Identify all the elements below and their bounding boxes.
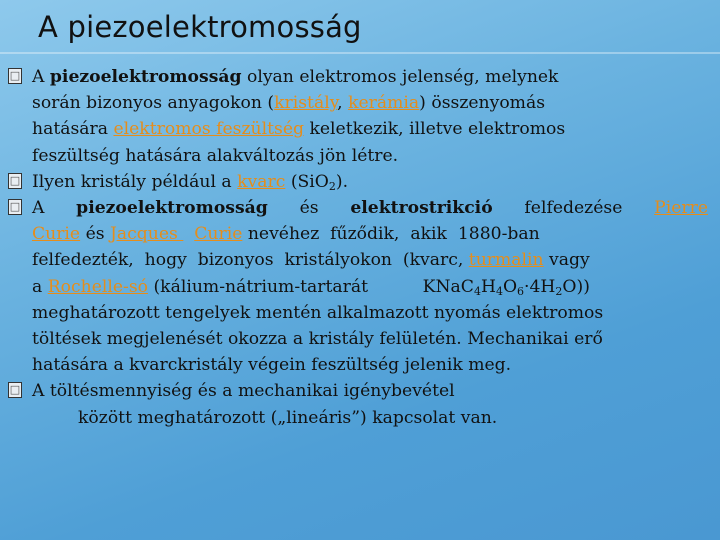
text-line: között meghatározott („lineáris”) kapcsolat van.: [78, 407, 498, 428]
bullet-icon: □: [9, 69, 21, 82]
bullet-icon: □: [9, 383, 21, 397]
text: olyan elektromos jelenség, melynek: [241, 67, 559, 87]
text-line: [32, 221, 708, 247]
bullet-icon: □: [9, 200, 21, 214]
text: (SiO: [285, 171, 329, 192]
text: A: [32, 198, 77, 219]
text-line: töltések megjelenését okozza a kristály felületén. Mechanikai erő: [32, 329, 603, 350]
text: ).: [335, 171, 349, 192]
link-kvarc[interactable]: kvarc: [237, 171, 286, 192]
subscript: 2: [328, 179, 336, 193]
text: és: [80, 224, 111, 245]
text: keletkezik, illetve elektromos: [304, 119, 566, 140]
text: O)): [562, 276, 590, 297]
text-line: A töltésmennyiség és a mechanikai igénybevétel: [32, 381, 455, 402]
link-kristaly[interactable]: kristály: [274, 93, 338, 114]
text: felfedezése: [492, 198, 655, 219]
bold-term: piezoelektromosság: [76, 198, 268, 219]
text-line: meghatározott tengelyek mentén alkalmazott nyomás elektromos: [32, 302, 604, 323]
link-curie-2[interactable]: Curie: [194, 224, 243, 245]
link-pierre[interactable]: Pierre: [654, 198, 708, 219]
text-line: [32, 274, 708, 300]
paragraph-linearity: [8, 378, 708, 430]
link-jacques[interactable]: Jacques: [110, 224, 184, 245]
text-line: [32, 90, 708, 116]
text-line: hatására a kvarckristály végein feszültség jelenik meg.: [32, 355, 512, 376]
text: H: [480, 276, 496, 297]
text: Ilyen kristály például a: [32, 171, 238, 192]
text: O: [502, 276, 518, 297]
text: A: [32, 67, 50, 87]
text-line: [32, 247, 708, 273]
bullet-icon: □: [9, 173, 21, 187]
text: a: [32, 276, 48, 297]
link-elektromos-feszultseg[interactable]: elektromos feszültség: [113, 119, 304, 140]
text-line: [32, 195, 708, 221]
text: hatására: [32, 119, 114, 140]
text: felfedezték, hogy bizonyos kristályokon (kvarc,: [32, 250, 469, 271]
link-rochelle-so[interactable]: Rochelle-só: [47, 276, 149, 297]
link-turmalin[interactable]: turmalin: [468, 250, 544, 271]
text-line: [32, 169, 708, 195]
text-line: [32, 64, 708, 90]
text: és: [267, 198, 351, 219]
text-line: feszültség hatására alakváltozás jön létre.: [32, 145, 399, 166]
text: (kálium-nátrium-tartarát KNaC: [148, 276, 474, 297]
paragraph-definition: [8, 64, 708, 169]
subscript: 4: [473, 284, 481, 298]
text: ,: [337, 93, 349, 114]
paragraph-discovery: [8, 195, 708, 378]
link-keramia[interactable]: kerámia: [348, 93, 420, 114]
link-curie[interactable]: Curie: [32, 224, 81, 245]
slide-title: A piezoelektromosság: [38, 10, 362, 44]
bold-term: elektrostrikció: [350, 198, 493, 219]
title-divider: [0, 52, 720, 54]
text: ) összenyomás: [419, 93, 546, 114]
subscript: 2: [555, 284, 563, 298]
text: nevéhez fűződik, akik 1880-ban: [242, 224, 540, 245]
bold-term: piezoelektromosság: [49, 67, 242, 87]
subscript: 6: [517, 284, 525, 298]
slide-body: [8, 64, 708, 431]
subscript: 4: [495, 284, 503, 298]
text-line: [32, 116, 708, 142]
text: során bizonyos anyagokon (: [32, 93, 275, 114]
text: vagy: [543, 250, 590, 271]
paragraph-example: [8, 169, 708, 195]
text: ·4H: [524, 276, 556, 297]
